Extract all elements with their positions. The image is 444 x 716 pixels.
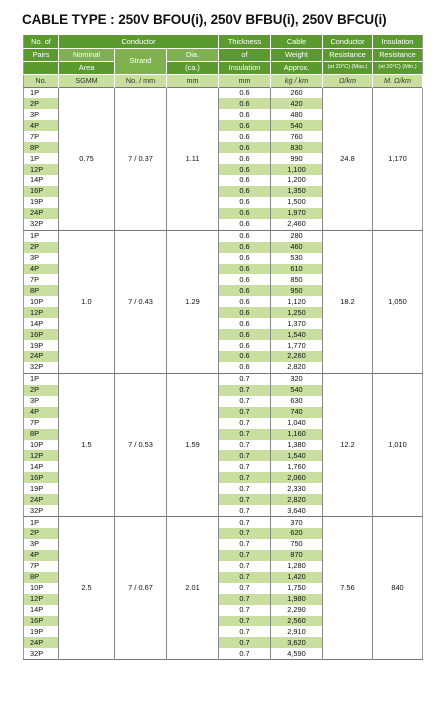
weight-cell: 1,980 bbox=[271, 594, 323, 605]
dia-cell: 1.11 bbox=[167, 87, 219, 230]
weight-cell: 530 bbox=[271, 253, 323, 264]
weight-cell: 540 bbox=[271, 120, 323, 131]
weight-cell: 630 bbox=[271, 396, 323, 407]
header-nominal-line2: Area bbox=[59, 61, 115, 74]
unit-strand: No. / mm bbox=[115, 74, 167, 87]
weight-cell: 610 bbox=[271, 264, 323, 275]
thickness-cell: 0.6 bbox=[219, 340, 271, 351]
thickness-cell: 0.7 bbox=[219, 583, 271, 594]
thickness-cell: 0.7 bbox=[219, 373, 271, 384]
insulation-resistance-cell: 840 bbox=[373, 517, 423, 660]
thickness-cell: 0.6 bbox=[219, 296, 271, 307]
pairs-cell: 2P bbox=[24, 385, 59, 396]
unit-cond-res: Ω/km bbox=[323, 74, 373, 87]
pairs-cell: 16P bbox=[24, 329, 59, 340]
weight-cell: 830 bbox=[271, 142, 323, 153]
weight-cell: 1,280 bbox=[271, 561, 323, 572]
pairs-cell: 8P bbox=[24, 429, 59, 440]
unit-sgmm: SGMM bbox=[59, 74, 115, 87]
weight-cell: 870 bbox=[271, 550, 323, 561]
weight-cell: 2,290 bbox=[271, 605, 323, 616]
pairs-cell: 3P bbox=[30, 396, 40, 406]
weight-cell: 2,260 bbox=[271, 351, 323, 362]
weight-cell: 420 bbox=[271, 98, 323, 109]
pairs-cell: 8P bbox=[24, 572, 59, 583]
weight-cell: 4,590 bbox=[271, 648, 323, 659]
weight-cell: 1,160 bbox=[271, 429, 323, 440]
header-thickness-line3: Insulation bbox=[219, 61, 271, 74]
pairs-cell: 3P bbox=[30, 253, 40, 263]
thickness-cell: 0.6 bbox=[219, 318, 271, 329]
weight-cell: 850 bbox=[271, 274, 323, 285]
strand-cell: 7 / 0.67 bbox=[115, 517, 167, 660]
thickness-cell: 0.6 bbox=[219, 197, 271, 208]
nominal-area-cell: 2.5 bbox=[59, 517, 115, 660]
pairs-cell: 1P bbox=[24, 87, 59, 98]
pairs-cell: 12P bbox=[24, 164, 59, 175]
unit-no: No. bbox=[24, 74, 59, 87]
pairs-cell: 3P bbox=[30, 109, 40, 119]
units-row bbox=[24, 74, 423, 87]
weight-cell: 990 bbox=[271, 153, 323, 164]
pairs-cell: 4P bbox=[24, 550, 59, 561]
thickness-cell: 0.7 bbox=[219, 472, 271, 483]
header-ins-res-line2: Resistance bbox=[373, 48, 423, 61]
weight-cell: 1,540 bbox=[271, 329, 323, 340]
weight-cell: 740 bbox=[271, 407, 323, 418]
strand-cell: 7 / 0.37 bbox=[115, 87, 167, 230]
pairs-cell: 10P bbox=[30, 583, 44, 593]
weight-cell: 1,250 bbox=[271, 307, 323, 318]
weight-cell: 2,560 bbox=[271, 616, 323, 627]
nominal-area-cell: 1.5 bbox=[59, 373, 115, 516]
insulation-resistance-cell: 1,170 bbox=[373, 87, 423, 230]
pairs-cell: 8P bbox=[24, 285, 59, 296]
strand-cell: 7 / 0.43 bbox=[115, 230, 167, 373]
pairs-cell: 12P bbox=[24, 450, 59, 461]
header-weight-line3: Approx. bbox=[271, 61, 323, 74]
weight-cell: 1,420 bbox=[271, 572, 323, 583]
weight-cell: 2,820 bbox=[271, 362, 323, 373]
weight-cell: 1,500 bbox=[271, 197, 323, 208]
thickness-cell: 0.6 bbox=[219, 87, 271, 98]
thickness-cell: 0.6 bbox=[219, 242, 271, 253]
pairs-cell: 14P bbox=[30, 461, 44, 471]
weight-cell: 480 bbox=[271, 109, 323, 120]
pairs-cell: 12P bbox=[24, 307, 59, 318]
thickness-cell: 0.7 bbox=[219, 461, 271, 472]
pairs-cell: 32P bbox=[30, 219, 44, 229]
pairs-cell: 1P bbox=[30, 153, 40, 163]
table-row bbox=[24, 230, 423, 241]
table-row bbox=[24, 517, 423, 528]
unit-dia: mm bbox=[167, 74, 219, 87]
weight-cell: 2,820 bbox=[271, 494, 323, 505]
dia-cell: 1.59 bbox=[167, 373, 219, 516]
conductor-resistance-cell: 18.2 bbox=[323, 230, 373, 373]
pairs-cell: 32P bbox=[30, 362, 44, 372]
insulation-resistance-cell: 1,050 bbox=[373, 230, 423, 373]
weight-cell: 2,060 bbox=[271, 472, 323, 483]
pairs-cell: 10P bbox=[30, 439, 44, 449]
pairs-cell: 2P bbox=[24, 98, 59, 109]
pairs-cell: 19P bbox=[30, 626, 44, 636]
conductor-resistance-cell: 24.8 bbox=[323, 87, 373, 230]
weight-cell: 260 bbox=[271, 87, 323, 98]
thickness-cell: 0.7 bbox=[219, 561, 271, 572]
thickness-cell: 0.7 bbox=[219, 483, 271, 494]
header-cond-res-line3: (at 20°C) (Max.) bbox=[323, 61, 373, 74]
thickness-cell: 0.6 bbox=[219, 175, 271, 186]
cable-spec-table bbox=[23, 35, 423, 660]
unit-ins-res: M. Ω/km bbox=[373, 74, 423, 87]
thickness-cell: 0.6 bbox=[219, 285, 271, 296]
pairs-cell: 12P bbox=[24, 594, 59, 605]
pairs-cell: 7P bbox=[30, 418, 40, 428]
thickness-cell: 0.7 bbox=[219, 407, 271, 418]
table-row bbox=[24, 87, 423, 98]
thickness-cell: 0.7 bbox=[219, 550, 271, 561]
pairs-cell: 14P bbox=[30, 175, 44, 185]
table-row bbox=[24, 373, 423, 384]
weight-cell: 2,460 bbox=[271, 219, 323, 230]
thickness-cell: 0.7 bbox=[219, 385, 271, 396]
weight-cell: 1,750 bbox=[271, 583, 323, 594]
pairs-cell: 16P bbox=[24, 186, 59, 197]
pairs-cell: 10P bbox=[30, 296, 44, 306]
weight-cell: 2,910 bbox=[271, 626, 323, 637]
nominal-area-cell: 1.0 bbox=[59, 230, 115, 373]
weight-cell: 1,970 bbox=[271, 208, 323, 219]
thickness-cell: 0.7 bbox=[219, 418, 271, 429]
header-thickness-line1: Thickness bbox=[219, 35, 271, 48]
thickness-cell: 0.7 bbox=[219, 637, 271, 648]
weight-cell: 460 bbox=[271, 242, 323, 253]
pairs-cell: 4P bbox=[24, 407, 59, 418]
pairs-cell: 24P bbox=[24, 637, 59, 648]
header-ins-res-line3: (at 20°C) (Min.) bbox=[373, 61, 423, 74]
thickness-cell: 0.6 bbox=[219, 307, 271, 318]
header-nominal-line1: Nominal bbox=[59, 48, 115, 61]
thickness-cell: 0.6 bbox=[219, 120, 271, 131]
thickness-cell: 0.7 bbox=[219, 648, 271, 659]
pairs-cell: 32P bbox=[30, 648, 44, 658]
conductor-resistance-cell: 7.56 bbox=[323, 517, 373, 660]
weight-cell: 1,100 bbox=[271, 164, 323, 175]
page-title: CABLE TYPE : 250V BFOU(i), 250V BFBU(i), 250V BFCU(i) bbox=[22, 12, 387, 27]
header-dia-line1: Dia. bbox=[167, 48, 219, 61]
thickness-cell: 0.7 bbox=[219, 528, 271, 539]
header-cond-res-line1: Conductor bbox=[323, 35, 373, 48]
weight-cell: 1,770 bbox=[271, 340, 323, 351]
pairs-cell: 19P bbox=[30, 483, 44, 493]
header-ins-res-line1: Insulation bbox=[373, 35, 423, 48]
weight-cell: 3,620 bbox=[271, 637, 323, 648]
thickness-cell: 0.6 bbox=[219, 351, 271, 362]
pairs-cell: 3P bbox=[30, 539, 40, 549]
pairs-cell: 24P bbox=[24, 208, 59, 219]
thickness-cell: 0.6 bbox=[219, 131, 271, 142]
thickness-cell: 0.6 bbox=[219, 142, 271, 153]
weight-cell: 1,760 bbox=[271, 461, 323, 472]
pairs-cell: 4P bbox=[24, 120, 59, 131]
thickness-cell: 0.7 bbox=[219, 605, 271, 616]
insulation-resistance-cell: 1,010 bbox=[373, 373, 423, 516]
thickness-cell: 0.6 bbox=[219, 208, 271, 219]
weight-cell: 750 bbox=[271, 539, 323, 550]
weight-cell: 540 bbox=[271, 385, 323, 396]
weight-cell: 1,370 bbox=[271, 318, 323, 329]
pairs-cell: 32P bbox=[30, 505, 44, 515]
weight-cell: 1,200 bbox=[271, 175, 323, 186]
pairs-cell: 7P bbox=[30, 561, 40, 571]
thickness-cell: 0.7 bbox=[219, 440, 271, 451]
unit-weight: kg / km bbox=[271, 74, 323, 87]
pairs-cell: 8P bbox=[24, 142, 59, 153]
weight-cell: 1,540 bbox=[271, 450, 323, 461]
thickness-cell: 0.7 bbox=[219, 626, 271, 637]
weight-cell: 1,380 bbox=[271, 440, 323, 451]
weight-cell: 3,640 bbox=[271, 505, 323, 516]
weight-cell: 280 bbox=[271, 230, 323, 241]
unit-thickness: mm bbox=[219, 74, 271, 87]
thickness-cell: 0.6 bbox=[219, 109, 271, 120]
pairs-cell: 19P bbox=[30, 340, 44, 350]
thickness-cell: 0.7 bbox=[219, 539, 271, 550]
header-dia-line2: (ca.) bbox=[167, 61, 219, 74]
pairs-cell: 14P bbox=[30, 605, 44, 615]
weight-cell: 1,350 bbox=[271, 186, 323, 197]
thickness-cell: 0.7 bbox=[219, 450, 271, 461]
weight-cell: 620 bbox=[271, 528, 323, 539]
dia-cell: 1.29 bbox=[167, 230, 219, 373]
weight-cell: 1,120 bbox=[271, 296, 323, 307]
weight-cell: 760 bbox=[271, 131, 323, 142]
pairs-cell: 14P bbox=[30, 318, 44, 328]
weight-cell: 370 bbox=[271, 517, 323, 528]
thickness-cell: 0.6 bbox=[219, 219, 271, 230]
weight-cell: 2,330 bbox=[271, 483, 323, 494]
thickness-cell: 0.7 bbox=[219, 494, 271, 505]
weight-cell: 320 bbox=[271, 373, 323, 384]
conductor-resistance-cell: 12.2 bbox=[323, 373, 373, 516]
thickness-cell: 0.7 bbox=[219, 429, 271, 440]
thickness-cell: 0.6 bbox=[219, 329, 271, 340]
nominal-area-cell: 0.75 bbox=[59, 87, 115, 230]
header-cond-res-line2: Resistance bbox=[323, 48, 373, 61]
header-weight-line1: Cable bbox=[271, 35, 323, 48]
pairs-cell: 16P bbox=[24, 472, 59, 483]
pairs-cell: 1P bbox=[24, 230, 59, 241]
pairs-cell: 24P bbox=[24, 351, 59, 362]
table-body bbox=[24, 87, 423, 660]
pairs-cell: 19P bbox=[30, 197, 44, 207]
weight-cell: 1,040 bbox=[271, 418, 323, 429]
dia-cell: 2.01 bbox=[167, 517, 219, 660]
pairs-cell: 1P bbox=[24, 517, 59, 528]
thickness-cell: 0.7 bbox=[219, 594, 271, 605]
pairs-cell: 7P bbox=[30, 131, 40, 141]
strand-cell: 7 / 0.53 bbox=[115, 373, 167, 516]
thickness-cell: 0.6 bbox=[219, 164, 271, 175]
pairs-cell: 7P bbox=[30, 274, 40, 284]
pairs-cell: 2P bbox=[24, 242, 59, 253]
header-weight-line2: Weight bbox=[271, 48, 323, 61]
pairs-cell: 16P bbox=[24, 616, 59, 627]
pairs-cell: 24P bbox=[24, 494, 59, 505]
pairs-cell: 2P bbox=[24, 528, 59, 539]
header-thickness-line2: of bbox=[219, 48, 271, 61]
thickness-cell: 0.7 bbox=[219, 616, 271, 627]
header-pairs-line1: No. of bbox=[24, 35, 59, 48]
thickness-cell: 0.7 bbox=[219, 396, 271, 407]
weight-cell: 950 bbox=[271, 285, 323, 296]
thickness-cell: 0.6 bbox=[219, 362, 271, 373]
thickness-cell: 0.6 bbox=[219, 264, 271, 275]
header-conductor: Conductor bbox=[59, 35, 219, 48]
thickness-cell: 0.6 bbox=[219, 274, 271, 285]
thickness-cell: 0.6 bbox=[219, 253, 271, 264]
header-strand: Strand bbox=[115, 48, 167, 74]
thickness-cell: 0.6 bbox=[219, 153, 271, 164]
thickness-cell: 0.6 bbox=[219, 98, 271, 109]
pairs-cell: 1P bbox=[24, 373, 59, 384]
thickness-cell: 0.7 bbox=[219, 505, 271, 516]
thickness-cell: 0.7 bbox=[219, 572, 271, 583]
thickness-cell: 0.6 bbox=[219, 186, 271, 197]
pairs-cell: 4P bbox=[24, 264, 59, 275]
thickness-cell: 0.7 bbox=[219, 517, 271, 528]
thickness-cell: 0.6 bbox=[219, 230, 271, 241]
header-pairs-line2: Pairs bbox=[24, 48, 59, 61]
